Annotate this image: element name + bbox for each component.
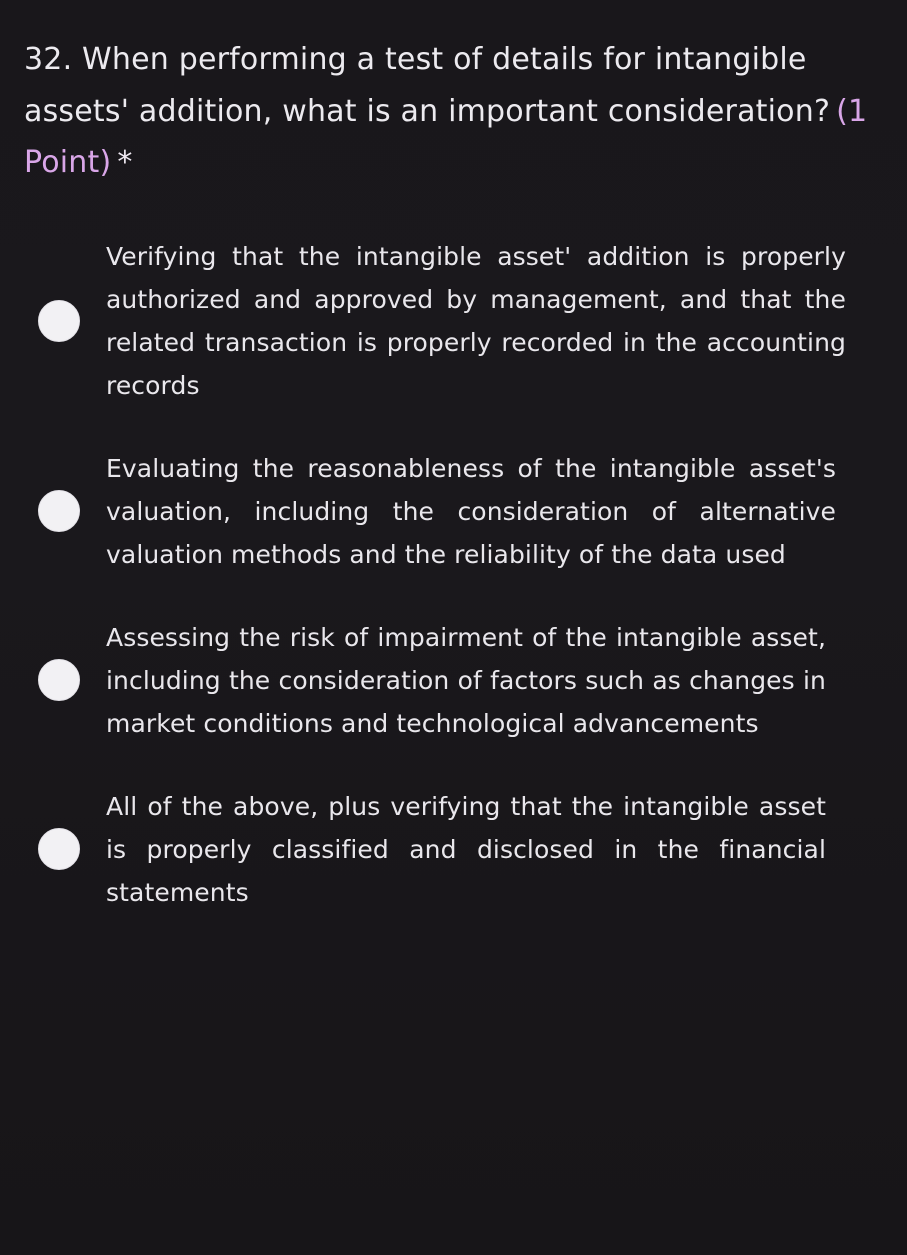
- question-text: 32. When performing a test of details for intangible assets' addition, what is an important consideration?: [24, 42, 831, 129]
- answer-option-d[interactable]: [32, 785, 883, 914]
- answer-option-c-label: Assessing the risk of impairment of the intangible asset, including the consideration of factors such as changes in market conditions and technological advancements: [106, 622, 826, 738]
- answer-option-c[interactable]: [32, 616, 883, 745]
- radio-button-icon-b[interactable]: [38, 490, 80, 532]
- radio-button-icon-a[interactable]: [38, 300, 80, 342]
- radio-button-icon-d[interactable]: [38, 828, 80, 870]
- answer-option-b-label: Evaluating the reasonableness of the intangible asset's valuation, including the consideration of alternative valuation methods and the reliability of the data used: [106, 453, 836, 569]
- answer-options-list: [24, 235, 883, 914]
- radio-button-icon-c[interactable]: [38, 659, 80, 701]
- answer-option-d-label: All of the above, plus verifying that the intangible asset is properly classified and disclosed in the financial statements: [106, 791, 826, 907]
- answer-option-b[interactable]: [32, 447, 883, 576]
- question-prompt: [24, 34, 883, 189]
- required-asterisk: *: [117, 145, 133, 181]
- point-value-label: (1 Point): [24, 93, 868, 181]
- answer-option-a[interactable]: [32, 235, 883, 407]
- answer-option-a-label: Verifying that the intangible asset' addition is properly authorized and approved by management, and that the related transaction is properly recorded in the accounting records: [106, 241, 846, 400]
